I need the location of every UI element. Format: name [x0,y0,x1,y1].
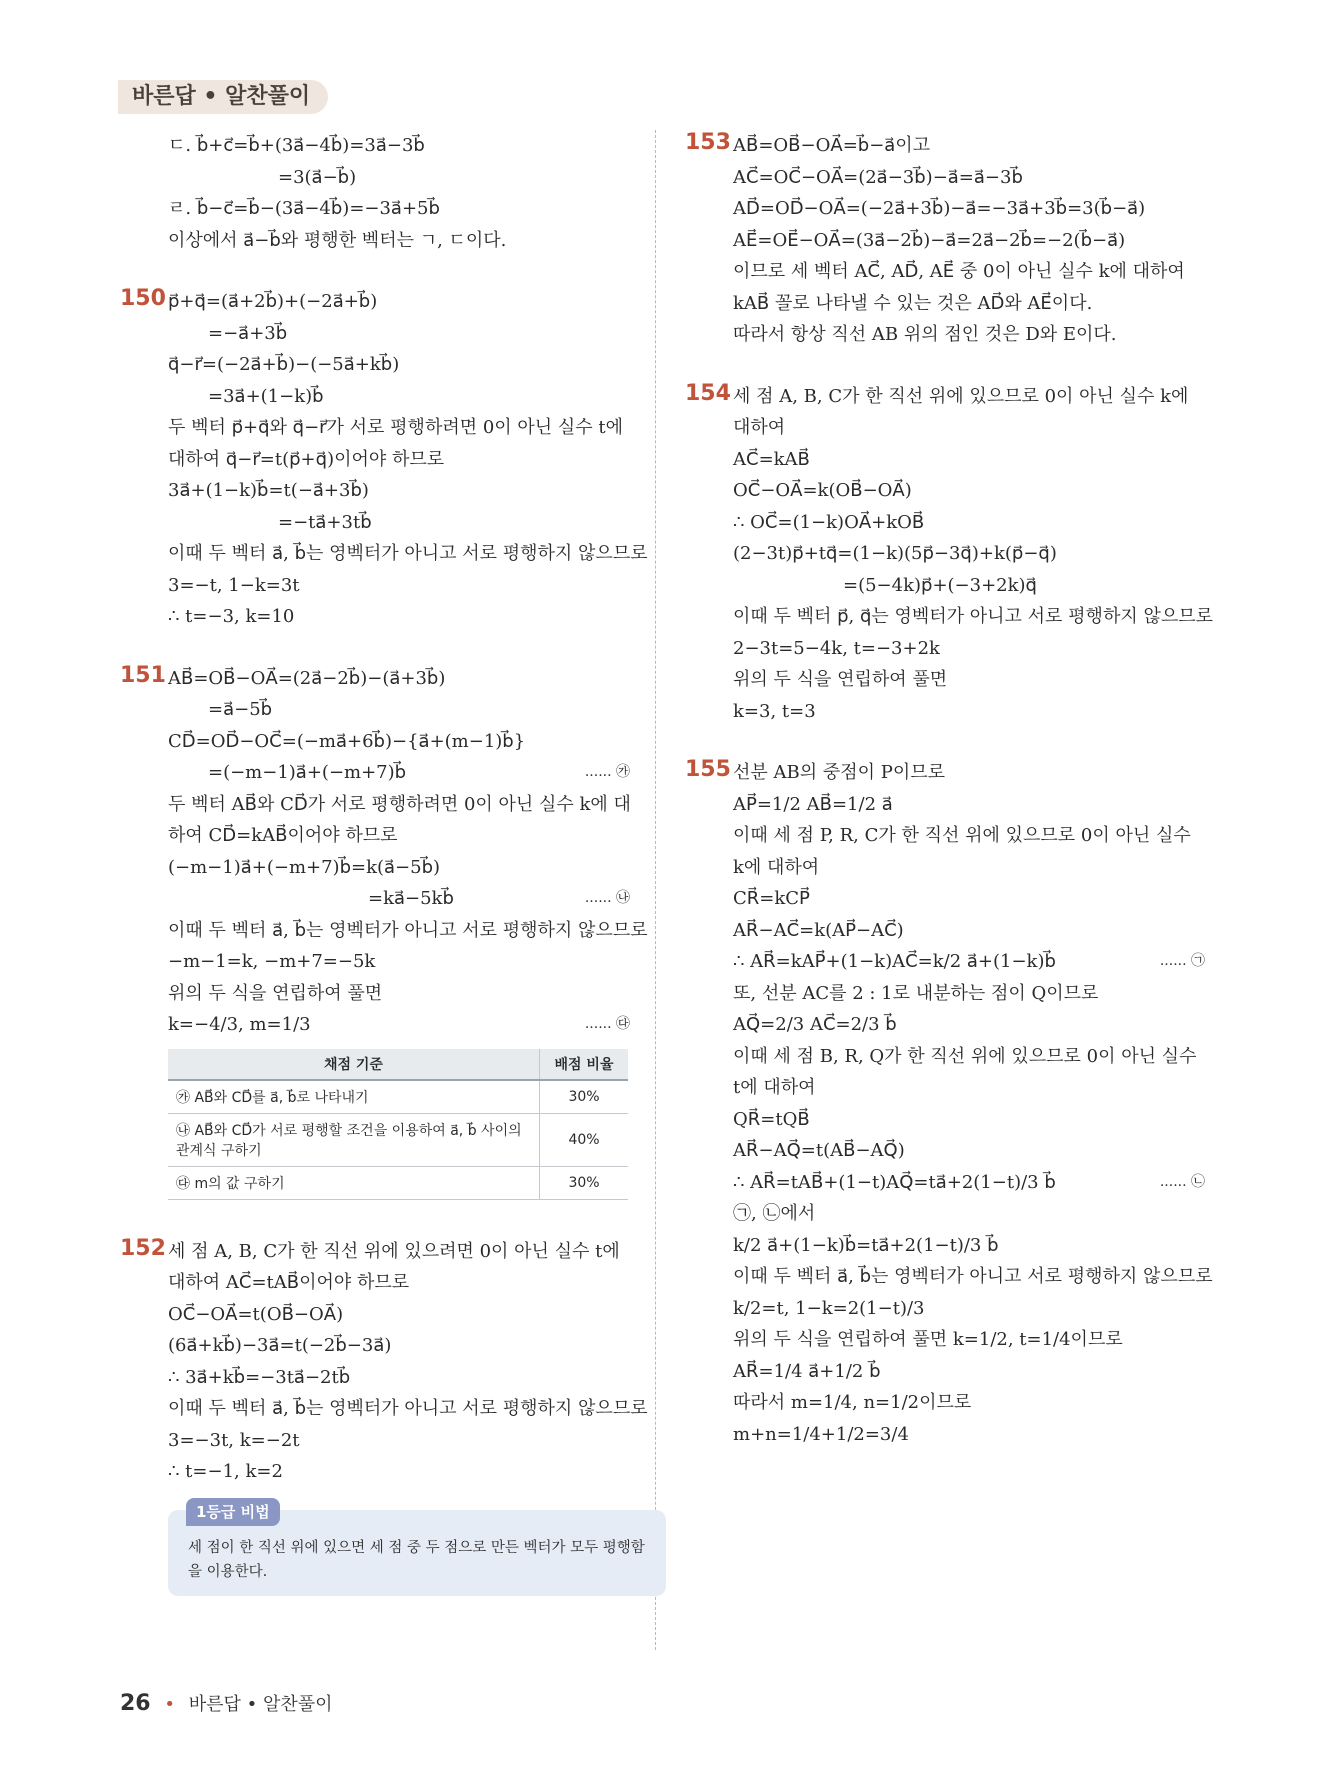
text-line: ∴ t=−1, k=2 [168,1461,283,1482]
left-column [120,130,648,1596]
problem-151 [120,662,648,1200]
column-divider [655,130,656,1650]
text-line: 3=−t, 1−k=3t [168,574,300,596]
text-line: ∴ t=−3, k=10 [168,606,295,627]
text-line: =3a⃗+(1−k)b⃗ [208,385,324,407]
step-marker: ...... ㉠ [1159,953,1205,969]
table-header: 배점 비율 [540,1049,629,1080]
right-column [685,130,1213,1450]
text-line: 대하여 q⃗−r⃗=t(p⃗+q⃗)이어야 하므로 [168,448,445,470]
page-footer [120,1690,333,1716]
tip-text: 세 점이 한 직선 위에 있으면 세 점 중 두 점으로 만든 벡터가 모두 평행함을 이용한다. [188,1539,645,1580]
footer-label: 바른답 • 알찬풀이 [188,1694,333,1715]
equation-text: ∴ AR⃗=kAP⃗+(1−k)AC⃗=k/2 a⃗+(1−k)b⃗ [733,951,1056,972]
table-cell: ㉯ AB⃗와 CD⃗가 서로 평행할 조건을 이용하여 a⃗, b⃗ 사이의 관계식 구하기 [168,1113,540,1166]
problem-150 [120,286,648,633]
table-row [168,1166,628,1199]
text-line: ㉠, ㉡에서 [733,1203,816,1224]
problem-153 [685,130,1205,351]
text-line: 두 벡터 AB⃗와 CD⃗가 서로 평행하려면 0이 아닌 실수 k에 대 [168,793,631,815]
text-line: 이때 두 벡터 p⃗, q⃗는 영벡터가 아니고 서로 평행하지 않으므로 [733,606,1213,627]
text-line: 이때 두 벡터 a⃗, b⃗는 영벡터가 아니고 서로 평행하지 않으므로 [168,1398,648,1419]
tip-box [168,1502,666,1596]
text-line: 대하여 [733,417,786,438]
step-marker: ...... ㉡ [1159,1173,1205,1190]
text-line: 3=−3t, k=−2t [168,1429,300,1451]
text-line: AD⃗=OD⃗−OA⃗=(−2a⃗+3b⃗)−a⃗=−3a⃗+3b⃗=3(b⃗−a⃗) [733,198,1146,219]
text-line: AP⃗=1/2 AB⃗=1/2 a⃗ [733,793,893,815]
equation-text: k=−4/3, m=1/3 [168,1014,311,1035]
text-line: 세 점 A, B, C가 한 직선 위에 있으므로 0이 아닌 실수 k에 [733,385,1189,407]
problem-number: 151 [120,662,166,688]
text-line: 위의 두 식을 연립하여 풀면 k=1/2, t=1/4이므로 [733,1329,1123,1350]
equation-text: ∴ AR⃗=tAB⃗+(1−t)AQ⃗=ta⃗+2(1−t)/3 b⃗ [733,1171,1056,1193]
problem-154 [685,380,1213,728]
text-line: −m−1=k, −m+7=−5k [168,951,376,972]
problem-number: 155 [685,757,731,782]
text-line: 이상에서 a⃗−b⃗와 평행한 벡터는 ㄱ, ㄷ이다. [168,229,507,251]
problem-152 [120,1235,648,1596]
table-row [168,1080,628,1114]
text-line: AB⃗=OB⃗−OA⃗=b⃗−a⃗이고 [733,135,931,156]
footer-separator: • [164,1694,175,1715]
text-line: AB⃗=OB⃗−OA⃗=(2a⃗−2b⃗)−(a⃗+3b⃗) [168,667,446,689]
text-line: 위의 두 식을 연립하여 풀면 [733,669,948,690]
text-line: OC⃗−OA⃗=k(OB⃗−OA⃗) [733,480,912,501]
text-line: OC⃗−OA⃗=t(OB⃗−OA⃗) [168,1303,344,1325]
text-line [168,1009,630,1041]
text-line: (2−3t)p⃗+tq⃗=(1−k)(5p⃗−3q⃗)+k(p⃗−q⃗) [733,543,1057,564]
text-line: 대하여 AC⃗=tAB⃗이어야 하므로 [168,1272,410,1293]
text-line: k에 대하여 [733,856,820,878]
table-header: 채점 기준 [168,1049,540,1080]
text-line: k/2=t, 1−k=2(1−t)/3 [733,1297,925,1319]
text-line: AC⃗=OC⃗−OA⃗=(2a⃗−3b⃗)−a⃗=a⃗−3b⃗ [733,166,1023,188]
text-line: AE⃗=OE⃗−OA⃗=(3a⃗−2b⃗)−a⃗=2a⃗−2b⃗=−2(b⃗−a⃗) [733,229,1126,251]
text-line: 이때 두 벡터 a⃗, b⃗는 영벡터가 아니고 서로 평행하지 않으므로 [168,543,648,564]
text-line: t에 대하여 [733,1077,816,1098]
text-line: p⃗+q⃗=(a⃗+2b⃗)+(−2a⃗+b⃗) [168,291,378,312]
text-line: ∴ OC⃗=(1−k)OA⃗+kOB⃗ [733,511,925,533]
text-line: 따라서 항상 직선 AB 위의 점인 것은 D와 E이다. [733,324,1117,345]
text-line: 이때 두 벡터 a⃗, b⃗는 영벡터가 아니고 서로 평행하지 않으므로 [168,919,648,941]
text-line [168,883,630,915]
equation-text: =ka⃗−5kb⃗ [368,888,454,909]
step-marker: ...... ㉮ [584,764,630,780]
table-cell: ㉰ m의 값 구하기 [168,1166,540,1199]
text-line: AC⃗=kAB⃗ [733,448,810,470]
grading-table [168,1049,628,1200]
text-line: 따라서 m=1/4, n=1/2이므로 [733,1392,972,1413]
text-line [168,757,630,789]
table-cell: 30% [540,1080,629,1114]
header-title: 바른답 • 알찬풀이 [118,80,328,114]
text-line: =(5−4k)p⃗+(−3+2k)q⃗ [843,574,1037,596]
table-cell: 30% [540,1166,629,1199]
problem-number: 154 [685,380,731,406]
text-line: =−a⃗+3b⃗ [208,322,288,344]
text-line: =a⃗−5b⃗ [208,699,273,720]
text-line: m+n=1/4+1/2=3/4 [733,1423,909,1445]
text-line [733,1167,1205,1199]
text-line: k/2 a⃗+(1−k)b⃗=ta⃗+2(1−t)/3 b⃗ [733,1234,999,1256]
text-line: 세 점 A, B, C가 한 직선 위에 있으려면 0이 아닌 실수 t에 [168,1240,620,1262]
text-line: AR⃗−AQ⃗=t(AB⃗−AQ⃗) [733,1140,905,1161]
text-line: 두 벡터 p⃗+q⃗와 q⃗−r⃗가 서로 평행하려면 0이 아닌 실수 t에 [168,417,624,438]
text-line: AR⃗=1/4 a⃗+1/2 b⃗ [733,1360,881,1382]
text-line: ∴ 3a⃗+kb⃗=−3ta⃗−2tb⃗ [168,1366,351,1388]
equation-text: =(−m−1)a⃗+(−m+7)b⃗ [208,762,407,783]
text-line: q⃗−r⃗=(−2a⃗+b⃗)−(−5a⃗+kb⃗) [168,354,400,375]
text-line: ㄹ. b⃗−c⃗=b⃗−(3a⃗−4b⃗)=−3a⃗+5b⃗ [168,198,440,219]
table-cell: 40% [540,1113,629,1166]
text-line: QR⃗=tQB⃗ [733,1108,810,1130]
problem-number: 153 [685,130,731,155]
problem-155 [685,757,1213,1450]
text-line: 선분 AB의 중점이 P이므로 [733,762,945,783]
text-line: (−m−1)a⃗+(−m+7)b⃗=k(a⃗−5b⃗) [168,856,441,878]
text-line: k=3, t=3 [733,700,816,722]
text-line: (6a⃗+kb⃗)−3a⃗=t(−2b⃗−3a⃗) [168,1335,392,1356]
table-row [168,1113,628,1166]
text-line: AQ⃗=2/3 AC⃗=2/3 b⃗ [733,1014,897,1035]
text-line [733,946,1205,978]
text-line: 2−3t=5−4k, t=−3+2k [733,637,940,659]
text-line: ㄷ. b⃗+c⃗=b⃗+(3a⃗−4b⃗)=3a⃗−3b⃗ [168,135,425,156]
text-line: 하여 CD⃗=kAB⃗이어야 하므로 [168,825,398,846]
step-marker: ...... ㉰ [584,1016,630,1032]
problem-number: 150 [120,286,166,311]
text-line: 3a⃗+(1−k)b⃗=t(−a⃗+3b⃗) [168,480,369,501]
tip-label: 1등급 비법 [186,1498,280,1526]
text-line: 이때 세 점 B, R, Q가 한 직선 위에 있으므로 0이 아닌 실수 [733,1045,1197,1067]
text-line: CR⃗=kCP⃗ [733,888,810,909]
text-line: kAB⃗ 꼴로 나타낼 수 있는 것은 AD⃗와 AE⃗이다. [733,292,1093,314]
text-line: 이때 세 점 P, R, C가 한 직선 위에 있으므로 0이 아닌 실수 [733,825,1191,846]
text-line: =−ta⃗+3tb⃗ [278,511,372,533]
page-number: 26 [120,1691,151,1716]
text-line: 이때 두 벡터 a⃗, b⃗는 영벡터가 아니고 서로 평행하지 않으므로 [733,1266,1213,1287]
text-line: 또, 선분 AC를 2 : 1로 내분하는 점이 Q이므로 [733,982,1099,1004]
table-cell: ㉮ AB⃗와 CD⃗를 a⃗, b⃗로 나타내기 [168,1080,540,1114]
text-line: CD⃗=OD⃗−OC⃗=(−ma⃗+6b⃗)−{a⃗+(m−1)b⃗} [168,730,526,752]
text-line: =3(a⃗−b⃗) [278,166,357,188]
text-line: 이므로 세 벡터 AC⃗, AD⃗, AE⃗ 중 0이 아닌 실수 k에 대하여 [733,261,1185,282]
problem-number: 152 [120,1235,166,1261]
text-line: AR⃗−AC⃗=k(AP⃗−AC⃗) [733,919,904,941]
step-marker: ...... ㉯ [584,890,630,906]
text-line: 위의 두 식을 연립하여 풀면 [168,982,383,1004]
intro-block [120,130,630,256]
